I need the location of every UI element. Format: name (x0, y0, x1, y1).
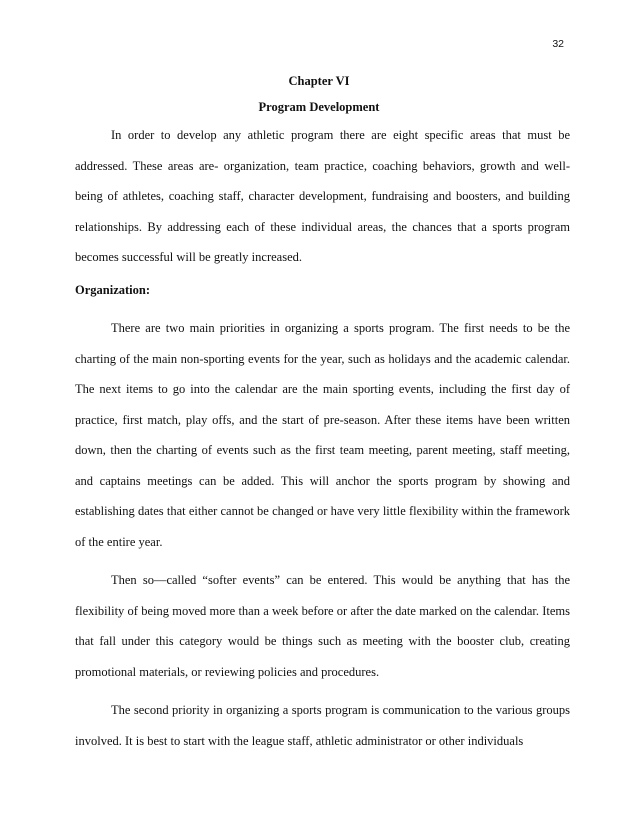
spacer (75, 557, 570, 565)
paragraph-organization-1: There are two main priorities in organizing a sports program. The first needs to be the charting of the main non-sporting events for the year, such as holidays and the academic calendar. The next items to go into the calendar are the main sporting events, including the first day of practice, first match, play offs, and the start of pre-season. After these items have been written down, then the charting of events such as the first team meeting, parent meeting, staff meeting, and captains meetings can be added. This will anchor the sports program by showing and establishing dates that either cannot be changed or have very little flexibility within the framework of the entire year. (75, 321, 570, 549)
section-heading-organization: Organization: (75, 282, 150, 297)
paragraph-organization-3: The second priority in organizing a sports program is communication to the various groups involved. It is best to start with the league staff, athletic administrator or other individuals (75, 703, 570, 748)
spacer (75, 305, 570, 313)
paragraph-organization-2: Then so—called “softer events” can be entered. This would be anything that has the flexibility of being moved more than a week before or after the date marked on the calendar. Items that fall under this category would be things such as meeting with the booster club, creating promotional materials, or reviewing policies and procedures. (75, 573, 570, 679)
paragraph-intro: In order to develop any athletic program there are eight specific areas that must be addressed. These areas are- organization, team practice, coaching behaviors, growth and well-being of athletes, coaching staff, character development, fundraising and boosters, and building relationships. By addressing each of these individual areas, the chances that a sports program becomes successful will be greatly increased. (75, 128, 570, 264)
spacer (75, 687, 570, 695)
page-number: 32 (552, 38, 564, 50)
chapter-title: Chapter VI (288, 74, 350, 88)
chapter-subtitle: Program Development (258, 100, 380, 114)
document-body (75, 120, 570, 756)
